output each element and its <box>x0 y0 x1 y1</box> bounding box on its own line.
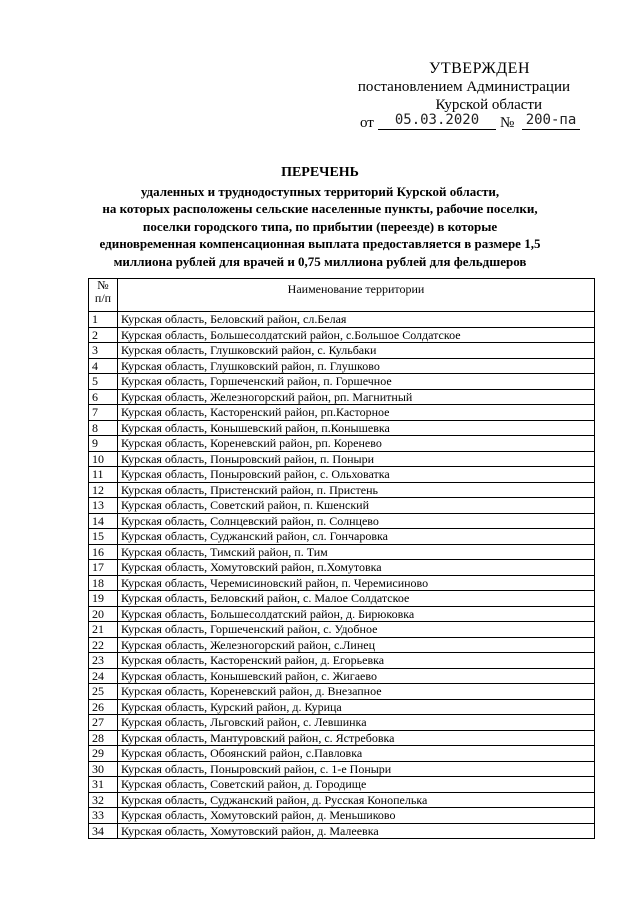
territory-name: Курская область, Горшеченский район, с. Удобное <box>118 622 595 638</box>
row-number: 22 <box>89 637 118 653</box>
table-row <box>89 560 595 576</box>
column-header-name: Наименование территории <box>118 279 595 312</box>
approval-date: 05.03.2020 <box>378 111 496 130</box>
table-row <box>89 792 595 808</box>
title-heading: ПЕРЕЧЕНЬ <box>281 165 359 180</box>
territory-name: Курская область, Касторенский район, д. Егорьевка <box>118 653 595 669</box>
row-number: 10 <box>89 451 118 467</box>
territory-name: Курская область, Черемисиновский район, п. Черемисиново <box>118 575 595 591</box>
row-number: 16 <box>89 544 118 560</box>
territory-name: Курская область, Пристенский район, п. Пристень <box>118 482 595 498</box>
territory-name: Курская область, Глушковский район, п. Глушково <box>118 358 595 374</box>
row-number: 5 <box>89 374 118 390</box>
row-number: 34 <box>89 823 118 839</box>
document-title <box>60 164 580 271</box>
territory-name: Курская область, Железногорский район, с.Линец <box>118 637 595 653</box>
number-header-line2: п/п <box>94 291 112 305</box>
row-number: 31 <box>89 777 118 793</box>
territory-name: Курская область, Большесолдатский район, д. Бирюковка <box>118 606 595 622</box>
table-row <box>89 715 595 731</box>
table-row <box>89 668 595 684</box>
territory-name: Курская область, Поныровский район, п. Поныри <box>118 451 595 467</box>
row-number: 32 <box>89 792 118 808</box>
row-number: 17 <box>89 560 118 576</box>
territory-name: Курская область, Глушковский район, с. Кульбаки <box>118 343 595 359</box>
table-row <box>89 544 595 560</box>
row-number: 33 <box>89 808 118 824</box>
title-line: поселки городского типа, по прибытии (переезде) в которые <box>142 218 498 234</box>
row-number: 3 <box>89 343 118 359</box>
row-number: 8 <box>89 420 118 436</box>
row-number: 12 <box>89 482 118 498</box>
row-number: 2 <box>89 327 118 343</box>
table-body <box>89 312 595 839</box>
table-row <box>89 746 595 762</box>
table-row <box>89 591 595 607</box>
table-row <box>89 374 595 390</box>
territory-name: Курская область, Железногорский район, рп. Магнитный <box>118 389 595 405</box>
row-number: 28 <box>89 730 118 746</box>
column-header-number <box>89 279 118 312</box>
table-row <box>89 482 595 498</box>
territory-name: Курская область, Обоянский район, с.Павловка <box>118 746 595 762</box>
territory-table <box>88 278 595 839</box>
approval-number: 200-па <box>522 111 580 130</box>
table-row <box>89 730 595 746</box>
table-row <box>89 405 595 421</box>
row-number: 4 <box>89 358 118 374</box>
territory-name: Курская область, Поныровский район, с. 1-е Поныри <box>118 761 595 777</box>
row-number: 26 <box>89 699 118 715</box>
table-row <box>89 358 595 374</box>
row-number: 27 <box>89 715 118 731</box>
row-number: 21 <box>89 622 118 638</box>
territory-name: Курская область, Советский район, п. Кшенский <box>118 498 595 514</box>
territory-name: Курская область, Кореневский район, рп. Коренево <box>118 436 595 452</box>
row-number: 30 <box>89 761 118 777</box>
row-number: 18 <box>89 575 118 591</box>
territory-name: Курская область, Конышевский район, п.Конышевка <box>118 420 595 436</box>
territory-name: Курская область, Суджанский район, д. Русская Конопелька <box>118 792 595 808</box>
table-row <box>89 327 595 343</box>
territory-name: Курская область, Кореневский район, д. Внезапное <box>118 684 595 700</box>
territory-name: Курская область, Поныровский район, с. Ольховатка <box>118 467 595 483</box>
territory-name: Курская область, Большесолдатский район, с.Большое Солдатское <box>118 327 595 343</box>
title-line: на которых расположены сельские населенные пункты, рабочие поселки, <box>102 201 538 217</box>
table-row <box>89 529 595 545</box>
approval-title: УТВЕРЖДЕН <box>429 60 530 77</box>
row-number: 23 <box>89 653 118 669</box>
row-number: 20 <box>89 606 118 622</box>
territory-name: Курская область, Конышевский район, с. Жигаево <box>118 668 595 684</box>
row-number: 25 <box>89 684 118 700</box>
from-label: от <box>360 115 374 131</box>
title-line: удаленных и труднодоступных территорий Курской области, <box>140 183 500 199</box>
title-line: единовременная компенсационная выплата предоставляется в размере 1,5 <box>99 236 541 252</box>
territory-name: Курская область, Мантуровский район, с. Ястребовка <box>118 730 595 746</box>
territory-name: Курская область, Беловский район, сл.Белая <box>118 312 595 328</box>
row-number: 24 <box>89 668 118 684</box>
table-row <box>89 467 595 483</box>
table-row <box>89 420 595 436</box>
number-header-line1: № <box>97 278 109 292</box>
territory-name: Курская область, Солнцевский район, п. Солнцево <box>118 513 595 529</box>
row-number: 19 <box>89 591 118 607</box>
table-row <box>89 761 595 777</box>
row-number: 29 <box>89 746 118 762</box>
table-row <box>89 684 595 700</box>
territory-name: Курская область, Беловский район, с. Малое Солдатское <box>118 591 595 607</box>
territory-name: Курская область, Хомутовский район, п.Хомутовка <box>118 560 595 576</box>
table-row <box>89 622 595 638</box>
territory-name: Курская область, Хомутовский район, д. Малеевка <box>118 823 595 839</box>
approval-stamp <box>350 60 590 134</box>
row-number: 1 <box>89 312 118 328</box>
approval-date-line <box>350 114 590 134</box>
table-row <box>89 823 595 839</box>
approval-authority: постановлением Администрации <box>357 79 570 95</box>
row-number: 11 <box>89 467 118 483</box>
table-header-row <box>89 279 595 312</box>
row-number: 14 <box>89 513 118 529</box>
table-row <box>89 498 595 514</box>
table-row <box>89 513 595 529</box>
territory-name: Курская область, Касторенский район, рп.Касторное <box>118 405 595 421</box>
territory-name: Курская область, Горшеченский район, п. Горшечное <box>118 374 595 390</box>
title-line: миллиона рублей для врачей и 0,75 миллиона рублей для фельдшеров <box>113 253 527 269</box>
territory-name: Курская область, Курский район, д. Курица <box>118 699 595 715</box>
table-row <box>89 451 595 467</box>
row-number: 9 <box>89 436 118 452</box>
territory-name: Курская область, Льговский район, с. Левшинка <box>118 715 595 731</box>
territory-name: Курская область, Тимский район, п. Тим <box>118 544 595 560</box>
territory-name: Курская область, Суджанский район, сл. Гончаровка <box>118 529 595 545</box>
territory-name: Курская область, Советский район, д. Городище <box>118 777 595 793</box>
table-row <box>89 699 595 715</box>
territory-name: Курская область, Хомутовский район, д. Меньшиково <box>118 808 595 824</box>
table-row <box>89 606 595 622</box>
row-number: 13 <box>89 498 118 514</box>
table-row <box>89 389 595 405</box>
row-number: 6 <box>89 389 118 405</box>
table-row <box>89 653 595 669</box>
row-number: 15 <box>89 529 118 545</box>
table-row <box>89 312 595 328</box>
table-row <box>89 808 595 824</box>
approval-region: Курской области <box>435 97 542 113</box>
table-row <box>89 343 595 359</box>
number-label: № <box>500 115 515 131</box>
table-row <box>89 575 595 591</box>
row-number: 7 <box>89 405 118 421</box>
table-row <box>89 777 595 793</box>
table-row <box>89 436 595 452</box>
table-row <box>89 637 595 653</box>
